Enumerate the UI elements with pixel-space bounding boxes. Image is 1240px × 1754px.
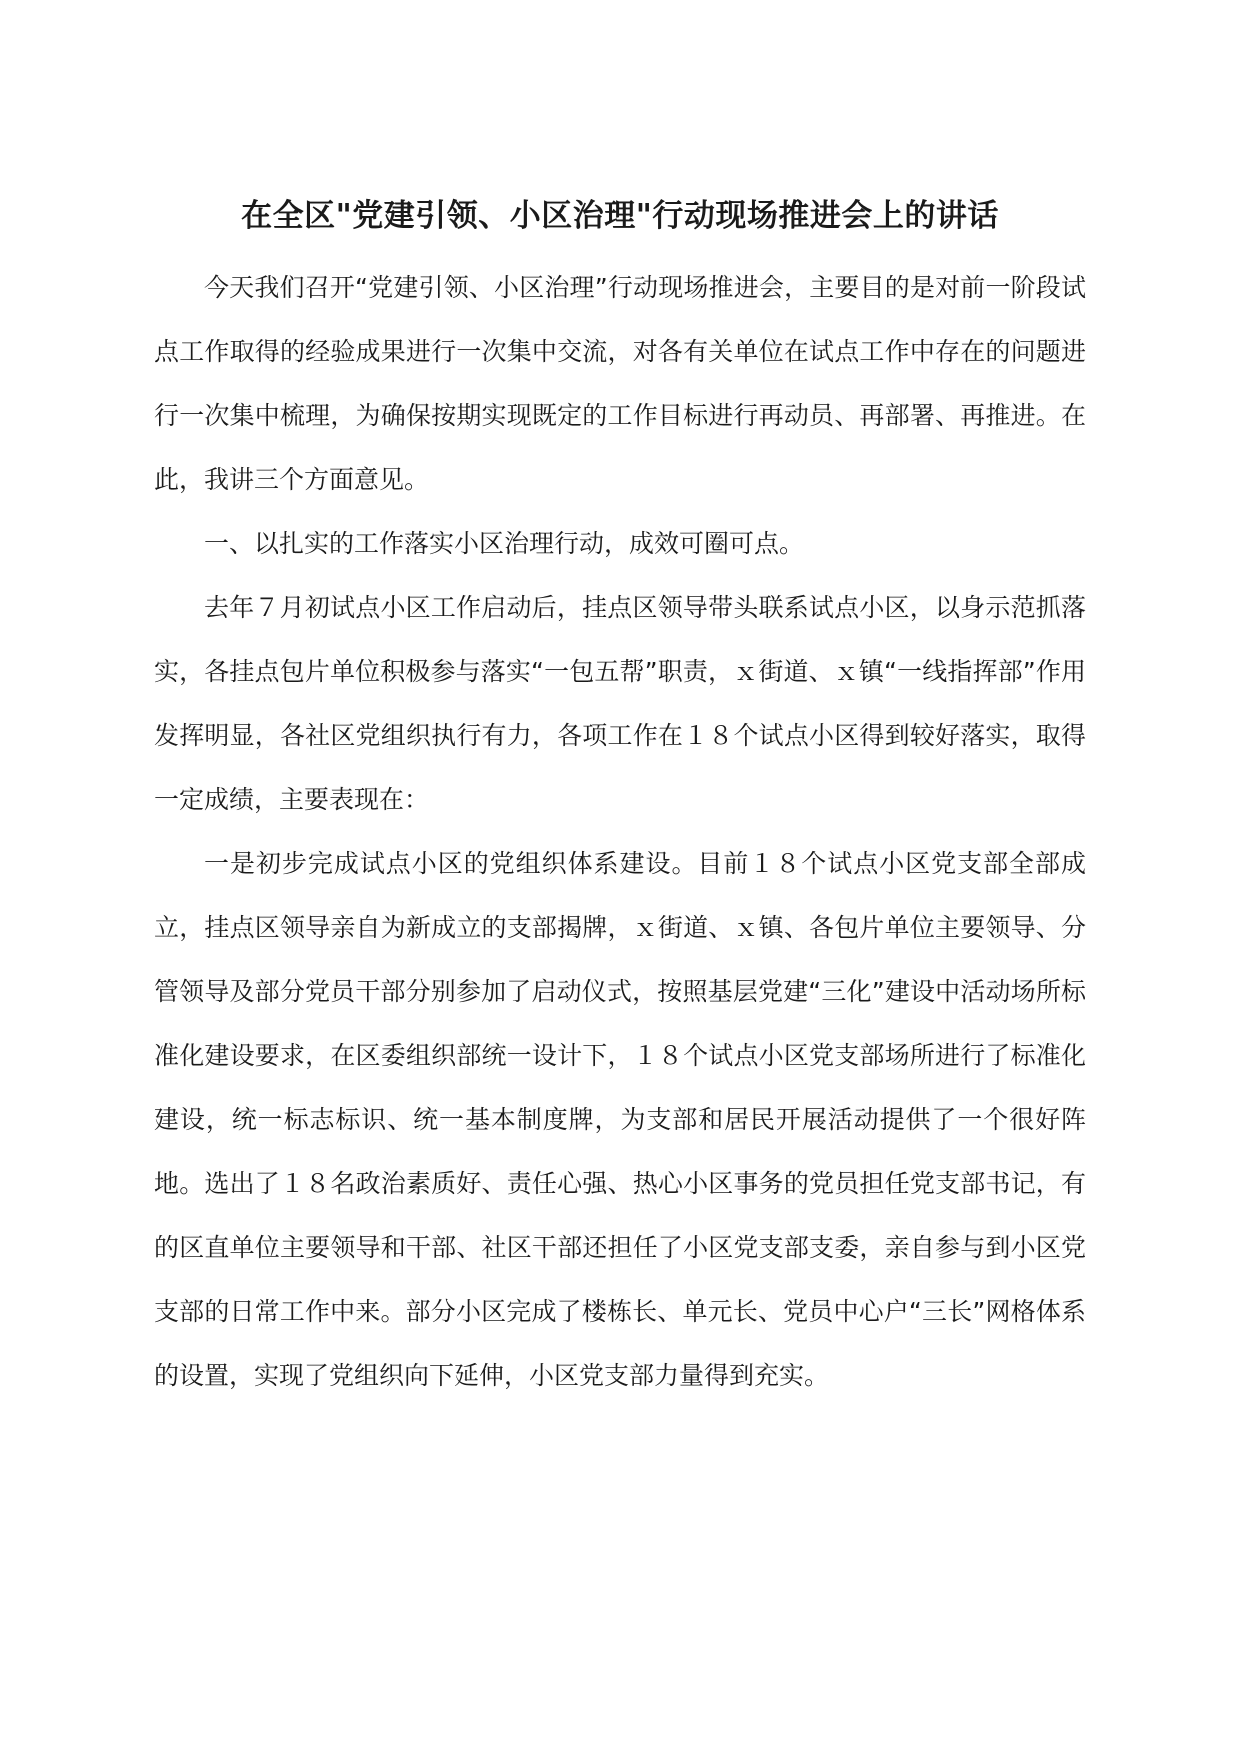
paragraph-achievements: 去年７月初试点小区工作启动后，挂点区领导带头联系试点小区，以身示范抓落实，各挂点包片单位积极参与落实“一包五帮”职责，ｘ街道、ｘ镇“一线指挥部”作用发挥明显，各社区党组织执行有力，各项工作在１８个试点小区得到较好落实，取得一定成绩，主要表现在： — [154, 593, 1086, 814]
paragraph-section-heading-1: 一、以扎实的工作落实小区治理行动，成效可圈可点。 — [204, 529, 805, 558]
document-body — [154, 256, 1086, 1408]
document-title: 在全区"党建引领、小区治理"行动现场推进会上的讲话 — [241, 198, 999, 234]
paragraph-party-organization: 一是初步完成试点小区的党组织体系建设。目前１８个试点小区党支部全部成立，挂点区领导亲自为新成立的支部揭牌，ｘ街道、ｘ镇、各包片单位主要领导、分管领导及部分党员干部分别参加了启动仪式，按照基层党建“三化”建设中活动场所标准化建设要求，在区委组织部统一设计下，１８个试点小区党支部场所进行了标准化建设，统一标志标识、统一基本制度牌，为支部和居民开展活动提供了一个很好阵地。选出了１８名政治素质好、责任心强、热心小区事务的党员担任党支部书记，有的区直单位主要领导和干部、社区干部还担任了小区党支部支委，亲自参与到小区党支部的日常工作中来。部分小区完成了楼栋长、单元长、党员中心户“三长”网格体系的设置，实现了党组织向下延伸，小区党支部力量得到充实。 — [154, 849, 1086, 1390]
paragraph-intro: 今天我们召开“党建引领、小区治理”行动现场推进会，主要目的是对前一阶段试点工作取得的经验成果进行一次集中交流，对各有关单位在试点工作中存在的问题进行一次集中梳理，为确保按期实现既定的工作目标进行再动员、再部署、再推进。在此，我讲三个方面意见。 — [154, 273, 1086, 494]
